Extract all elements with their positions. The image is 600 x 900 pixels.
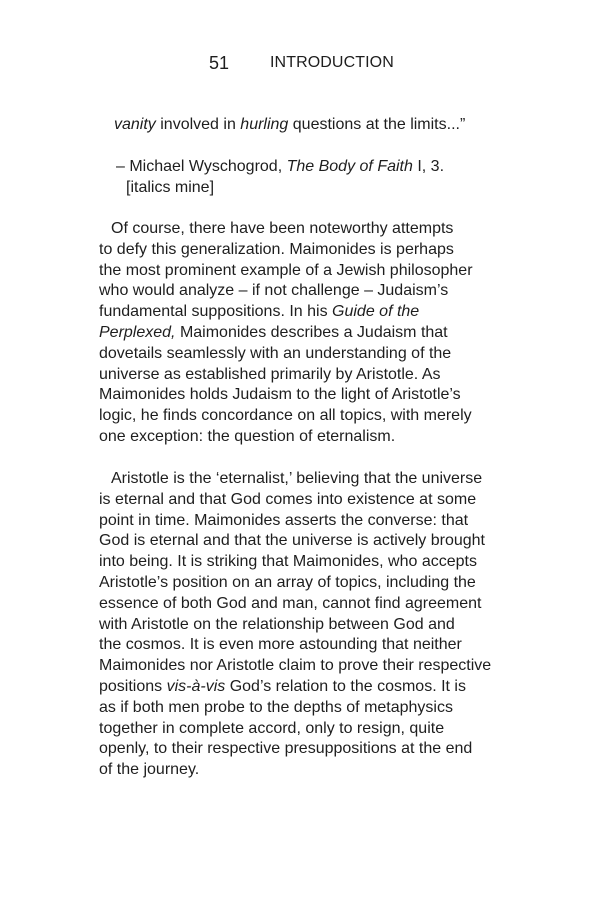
text-line: who would analyze – if not challenge – Judaism’s: [99, 282, 449, 300]
text-line: the cosmos. It is even more astounding that neither: [99, 636, 462, 654]
text-line: dovetails seamlessly with an understanding of the: [99, 344, 452, 362]
attribution-reference: I, 3.: [412, 158, 445, 175]
page-number: 51: [209, 53, 230, 73]
text-line: essence of both God and man, cannot find agreement: [99, 594, 482, 612]
text-line: point in time. Maimonides asserts the converse: that: [99, 511, 469, 529]
text-line: Maimonides holds Judaism to the light of Aristotle’s: [99, 386, 461, 404]
quote-text: questions at the limits...”: [288, 116, 466, 133]
text-line: Aristotle’s position on an array of topics, including the: [99, 573, 476, 591]
text-segment: positions: [99, 677, 167, 695]
italic-phrase: vis-à-vis: [166, 677, 226, 695]
text-line: to defy this generalization. Maimonides is perhaps: [99, 240, 454, 258]
text-segment: God’s relation to the cosmos. It is: [225, 677, 466, 695]
book-title-italic: Guide of the: [332, 303, 420, 321]
text-line: openly, to their respective presuppositions at the end: [99, 740, 473, 758]
text-line: the most prominent example of a Jewish philosopher: [99, 261, 473, 279]
text-line: Of course, there have been noteworthy attempts: [111, 220, 454, 237]
text-line: [99, 677, 519, 698]
attribution-note: [italics mine]: [126, 179, 215, 196]
text-line: is eternal and that God comes into existence at some: [99, 490, 477, 508]
attribution-author: – Michael Wyschogrod,: [116, 158, 287, 175]
text-line: into being. It is striking that Maimonides, who accepts: [99, 553, 477, 571]
text-line: [99, 302, 519, 323]
text-line: [99, 323, 519, 344]
body-paragraph-2: [99, 469, 519, 781]
quote-attribution: [116, 156, 536, 198]
text-line: with Aristotle on the relationship between God and: [99, 615, 455, 633]
text-segment: fundamental suppositions. In his: [99, 303, 333, 321]
text-segment: Maimonides describes a Judaism that: [175, 323, 448, 341]
quote-text: involved in: [155, 116, 241, 133]
quote-italic-word: hurling: [240, 116, 289, 133]
text-line: God is eternal and that the universe is actively brought: [99, 532, 485, 550]
quote-italic-word: vanity: [114, 116, 156, 133]
text-line: Maimonides nor Aristotle claim to prove their respective: [99, 657, 492, 675]
attribution-work-title: The Body of Faith: [286, 158, 413, 175]
text-line: universe as established primarily by Aristotle. As: [99, 365, 441, 383]
text-line: one exception: the question of eternalism.: [99, 427, 396, 445]
page-header: [0, 51, 600, 75]
running-head: INTRODUCTION: [270, 54, 394, 71]
text-line: of the journey.: [99, 761, 200, 779]
text-line: together in complete accord, only to resign, quite: [99, 719, 445, 737]
body-paragraph-1: [99, 219, 519, 448]
quote-tail: [114, 114, 554, 135]
book-title-italic: Perplexed,: [99, 323, 176, 341]
text-line: as if both men probe to the depths of metaphysics: [99, 698, 453, 716]
text-line: Aristotle is the ‘eternalist,’ believing that the universe: [111, 470, 483, 487]
text-line: logic, he finds concordance on all topics, with merely: [99, 407, 472, 425]
